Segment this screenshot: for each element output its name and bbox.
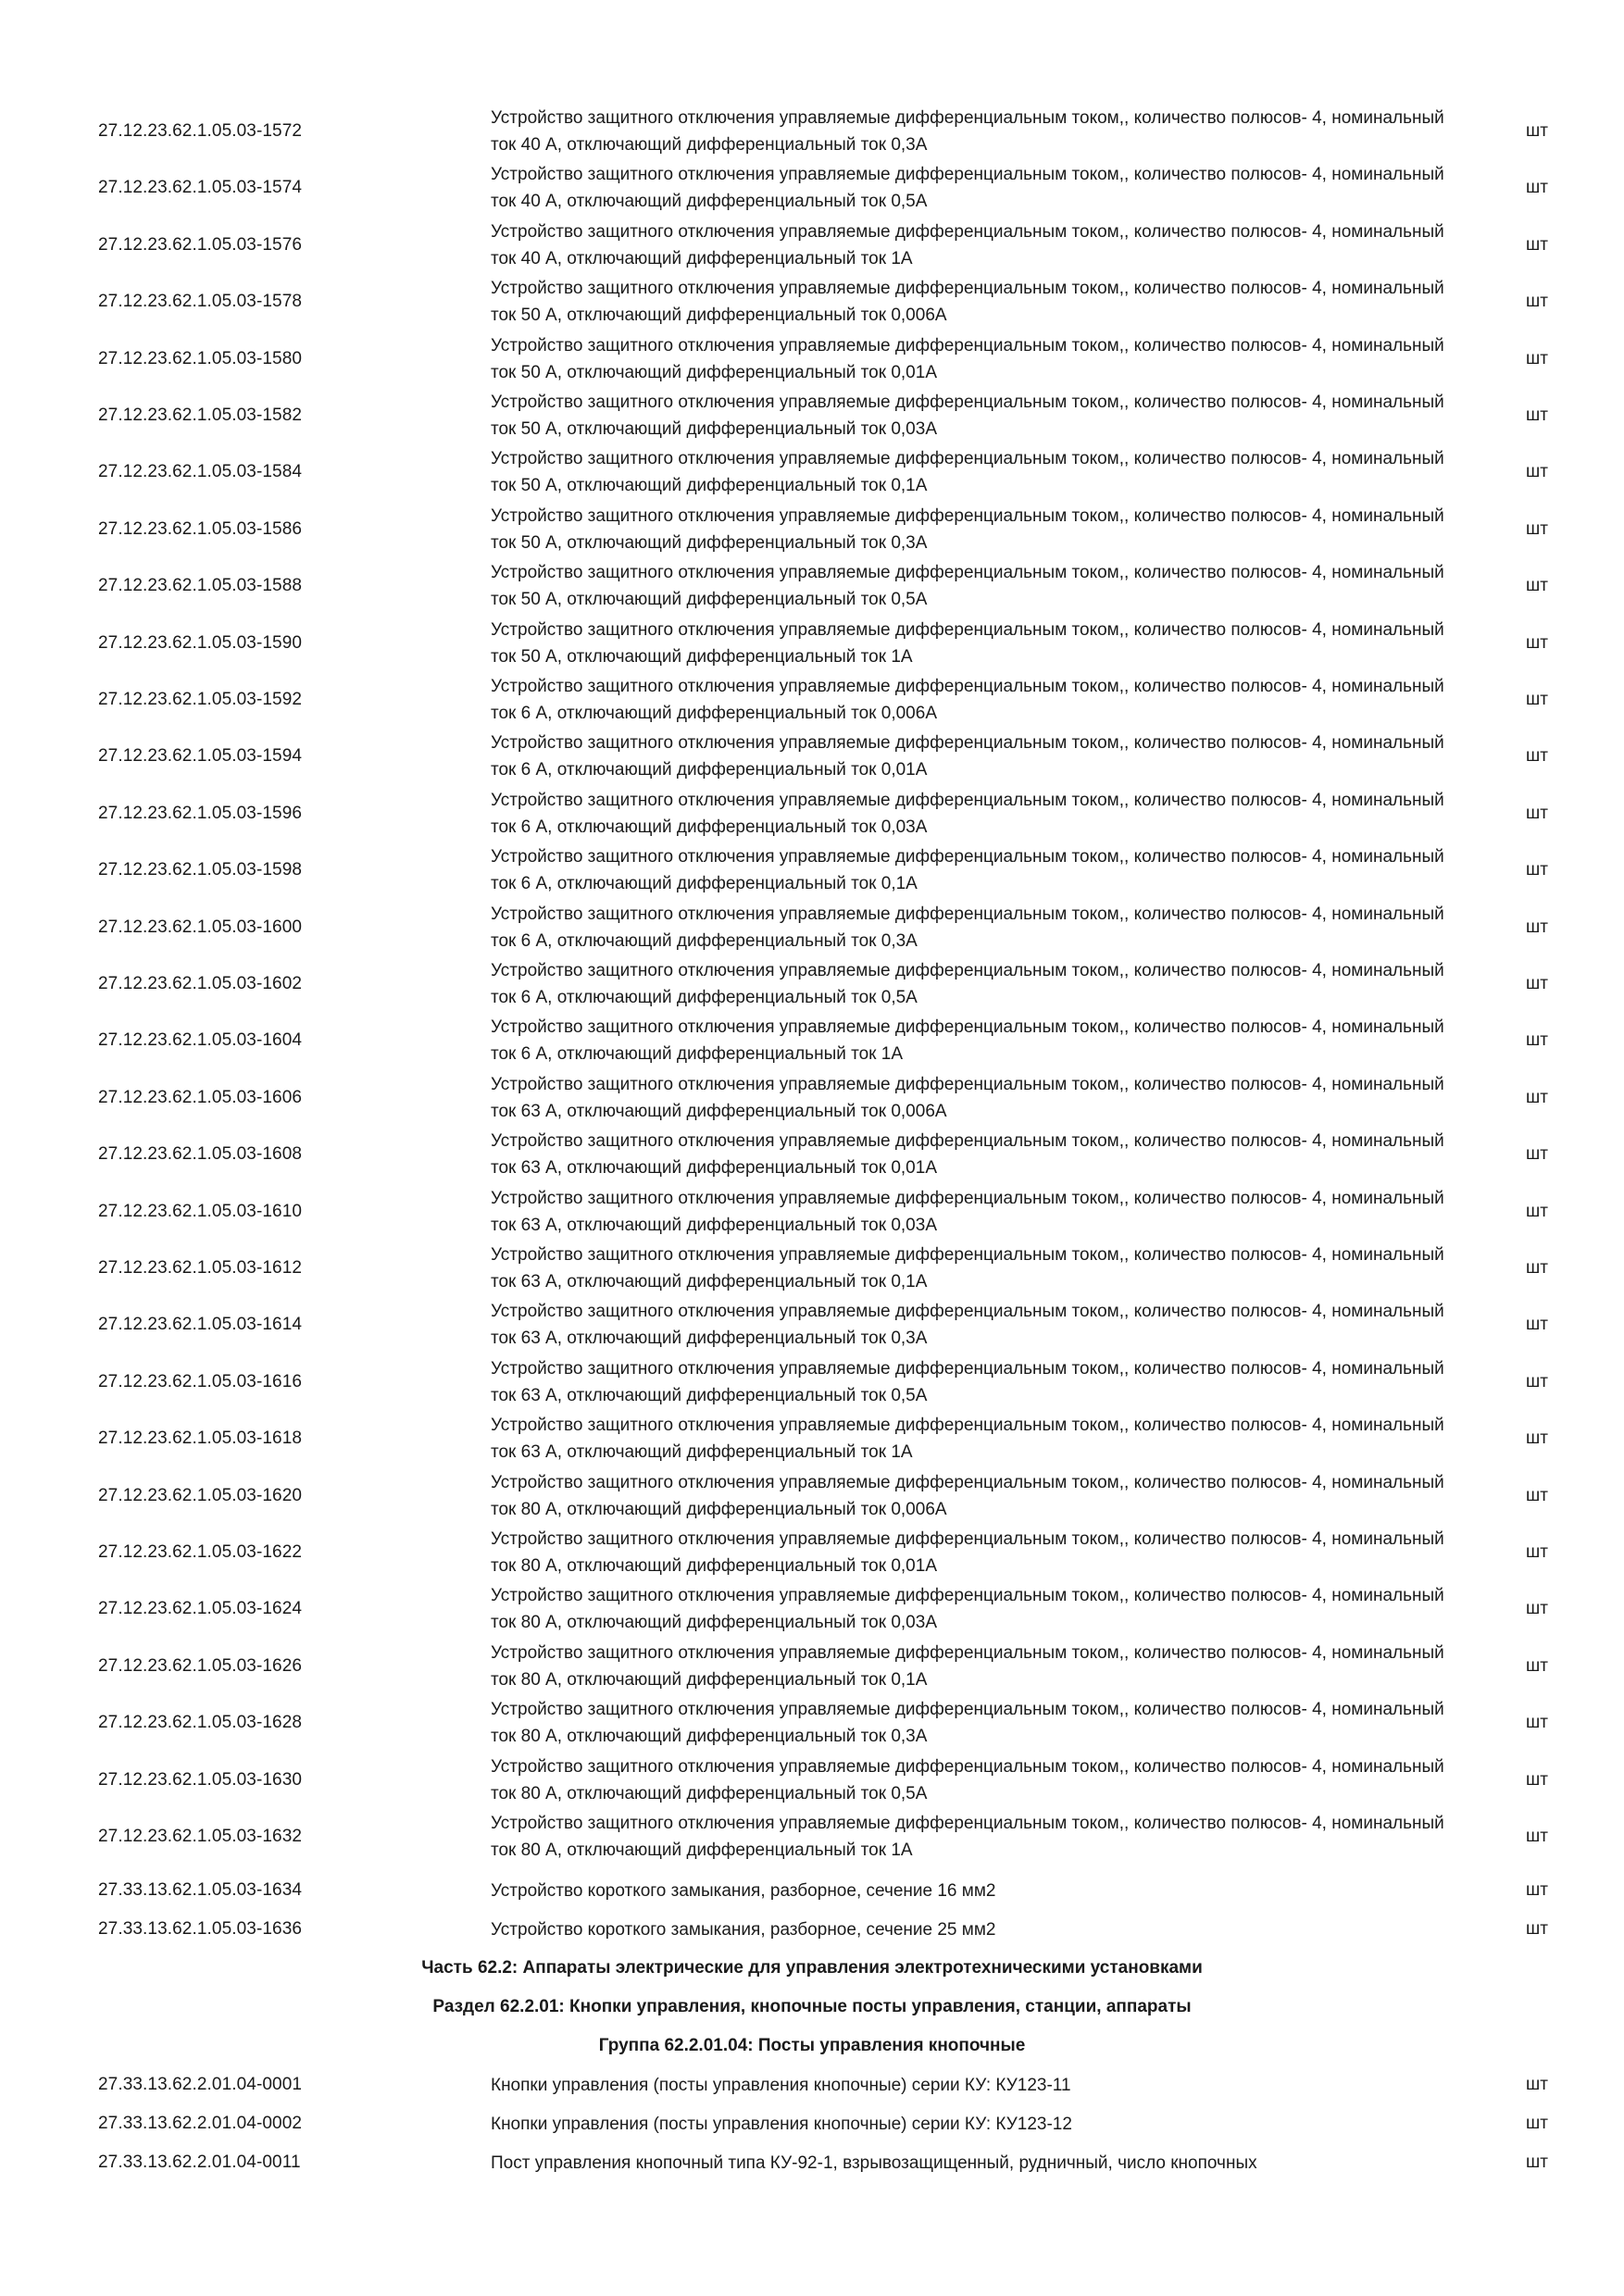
item-name-text: Кнопки управления (посты управления кнопочные) серии КУ: КУ123-11 bbox=[491, 2075, 1071, 2095]
item-name bbox=[491, 2105, 1454, 2142]
table-row bbox=[0, 1911, 1624, 1948]
item-name-text: Устройство защитного отключения управляемые дифференциальным током,, количество полюсов- 4, номинальный ток 80 А, отключающий дифференциальный ток 0,5А bbox=[491, 1756, 1444, 1803]
table-row bbox=[0, 104, 1624, 159]
item-code: 27.12.23.62.1.05.03-1584 bbox=[98, 462, 303, 482]
item-name bbox=[491, 1639, 1454, 1694]
table-row bbox=[0, 672, 1624, 728]
item-name-text: Устройство защитного отключения управляемые дифференциальным током,, количество полюсов- 4, номинальный ток 63 А, отключающий дифференциальный ток 0,3А bbox=[491, 1302, 1444, 1349]
table-row bbox=[0, 1695, 1624, 1751]
item-unit: шт bbox=[1526, 1919, 1548, 1939]
item-name-text: Устройство короткого замыкания, разборное, сечение 16 мм2 bbox=[491, 1880, 996, 1901]
item-name-text: Устройство защитного отключения управляемые дифференциальным током,, количество полюсов- 4, номинальный ток 63 А, отключающий дифференциальный ток 0,03А bbox=[491, 1188, 1444, 1235]
table-row bbox=[0, 1297, 1624, 1353]
item-code: 27.12.23.62.1.05.03-1580 bbox=[98, 348, 303, 368]
item-name-text: Устройство защитного отключения управляемые дифференциальным током,, количество полюсов- 4, номинальный ток 50 А, отключающий дифференциальный ток 0,5А bbox=[491, 563, 1444, 610]
item-unit: шт bbox=[1526, 917, 1548, 937]
item-name-text: Устройство защитного отключения управляемые дифференциальным током,, количество полюсов- 4, номинальный ток 50 А, отключающий дифференциальный ток 0,1А bbox=[491, 449, 1444, 496]
item-unit: шт bbox=[1526, 292, 1548, 312]
item-name bbox=[491, 331, 1454, 387]
item-code: 27.12.23.62.1.05.03-1612 bbox=[98, 1258, 303, 1278]
item-code: 27.33.13.62.2.01.04-0011 bbox=[98, 2152, 301, 2172]
item-name bbox=[491, 729, 1454, 784]
table-row bbox=[0, 1468, 1624, 1524]
item-name-text: Устройство защитного отключения управляемые дифференциальным током,, количество полюсов- 4, номинальный ток 63 А, отключающий дифференциальный ток 0,1А bbox=[491, 1245, 1444, 1292]
table-row bbox=[0, 2066, 1624, 2103]
item-code: 27.12.23.62.1.05.03-1602 bbox=[98, 974, 303, 993]
item-unit: шт bbox=[1526, 121, 1548, 141]
item-name bbox=[491, 1241, 1454, 1296]
item-unit: шт bbox=[1526, 1258, 1548, 1278]
table-row bbox=[0, 1354, 1624, 1410]
table-row bbox=[0, 218, 1624, 273]
item-code: 27.12.23.62.1.05.03-1626 bbox=[98, 1655, 303, 1676]
item-name bbox=[491, 1013, 1454, 1068]
item-code: 27.33.13.62.2.01.04-0002 bbox=[98, 2114, 303, 2133]
item-name-text: Устройство защитного отключения управляемые дифференциальным током,, количество полюсов- 4, номинальный ток 6 А, отключающий дифференциальный ток 0,5А bbox=[491, 961, 1444, 1007]
item-name-text: Устройство защитного отключения управляемые дифференциальным током,, количество полюсов- 4, номинальный ток 6 А, отключающий дифференциальный ток 1А bbox=[491, 1017, 1444, 1065]
item-name bbox=[491, 1070, 1454, 1126]
item-code: 27.12.23.62.1.05.03-1576 bbox=[98, 234, 303, 255]
item-name-text: Устройство защитного отключения управляемые дифференциальным током,, количество полюсов- 4, номинальный ток 63 А, отключающий дифференциальный ток 0,006А bbox=[491, 1074, 1444, 1121]
table-row bbox=[0, 1639, 1624, 1694]
item-name-text: Устройство защитного отключения управляемые дифференциальным током,, количество полюсов- 4, номинальный ток 6 А, отключающий дифференциальный ток 0,03А bbox=[491, 790, 1444, 837]
item-name bbox=[491, 444, 1454, 500]
table-row bbox=[0, 331, 1624, 387]
item-name-text: Устройство защитного отключения управляемые дифференциальным током,, количество полюсов- 4, номинальный ток 50 А, отключающий дифференциальный ток 0,01А bbox=[491, 335, 1444, 382]
item-unit: шт bbox=[1526, 1827, 1548, 1846]
item-unit: шт bbox=[1526, 974, 1548, 993]
item-unit: шт bbox=[1526, 690, 1548, 709]
item-name-text: Устройство защитного отключения управляемые дифференциальным током,, количество полюсов- 4, номинальный ток 63 А, отключающий дифференциальный ток 0,01А bbox=[491, 1131, 1444, 1179]
item-unit: шт bbox=[1526, 860, 1548, 880]
item-unit: шт bbox=[1526, 1087, 1548, 1107]
item-code: 27.33.13.62.1.05.03-1634 bbox=[98, 1880, 303, 1900]
item-name-text: Устройство защитного отключения управляемые дифференциальным током,, количество полюсов- 4, номинальный ток 40 А, отключающий дифференциальный ток 1А bbox=[491, 221, 1444, 268]
table-row bbox=[0, 786, 1624, 842]
item-name bbox=[491, 274, 1454, 330]
table-row bbox=[0, 1753, 1624, 1808]
item-code: 27.12.23.62.1.05.03-1608 bbox=[98, 1144, 303, 1165]
item-name-text: Устройство защитного отключения управляемые дифференциальным током,, количество полюсов- 4, номинальный ток 80 А, отключающий дифференциальный ток 0,01А bbox=[491, 1529, 1444, 1576]
item-unit: шт bbox=[1526, 1030, 1548, 1051]
item-name bbox=[491, 786, 1454, 842]
table-row bbox=[0, 1013, 1624, 1068]
section-heading: Раздел 62.2.01: Кнопки управления, кнопочные посты управления, станции, аппараты bbox=[432, 1997, 1192, 2016]
item-code: 27.12.23.62.1.05.03-1632 bbox=[98, 1827, 303, 1846]
item-name bbox=[491, 616, 1454, 671]
table-row bbox=[0, 160, 1624, 216]
item-name bbox=[491, 1354, 1454, 1410]
item-code: 27.12.23.62.1.05.03-1628 bbox=[98, 1713, 303, 1733]
item-code: 27.12.23.62.1.05.03-1574 bbox=[98, 178, 303, 198]
table-row bbox=[0, 558, 1624, 614]
item-name bbox=[491, 1184, 1454, 1240]
table-row bbox=[0, 274, 1624, 330]
item-name bbox=[491, 2144, 1454, 2181]
item-unit: шт bbox=[1526, 234, 1548, 255]
item-code: 27.12.23.62.1.05.03-1630 bbox=[98, 1769, 303, 1790]
part-heading: Часть 62.2: Аппараты электрические для управления электротехническими установками bbox=[421, 1958, 1203, 1978]
group-heading: Группа 62.2.01.04: Посты управления кнопочные bbox=[598, 2036, 1026, 2055]
table-row bbox=[0, 956, 1624, 1012]
item-code: 27.12.23.62.1.05.03-1598 bbox=[98, 860, 303, 880]
table-row bbox=[0, 388, 1624, 443]
item-unit: шт bbox=[1526, 1429, 1548, 1449]
item-code: 27.12.23.62.1.05.03-1578 bbox=[98, 292, 303, 312]
item-code: 27.12.23.62.1.05.03-1620 bbox=[98, 1485, 303, 1505]
item-name-text: Пост управления кнопочный типа КУ-92-1, взрывозащищенный, рудничный, число кнопочных bbox=[491, 2152, 1257, 2173]
item-unit: шт bbox=[1526, 518, 1548, 539]
item-unit: шт bbox=[1526, 1769, 1548, 1790]
item-code: 27.12.23.62.1.05.03-1588 bbox=[98, 576, 303, 596]
item-name bbox=[491, 1468, 1454, 1524]
item-name-text: Устройство защитного отключения управляемые дифференциальным током,, количество полюсов- 4, номинальный ток 80 А, отключающий дифференциальный ток 0,1А bbox=[491, 1642, 1444, 1690]
item-name-text: Устройство защитного отключения управляемые дифференциальным током,, количество полюсов- 4, номинальный ток 80 А, отключающий дифференциальный ток 0,006А bbox=[491, 1472, 1444, 1519]
item-unit: шт bbox=[1526, 632, 1548, 653]
item-unit: шт bbox=[1526, 462, 1548, 482]
item-unit: шт bbox=[1526, 348, 1548, 368]
item-name-text: Устройство защитного отключения управляемые дифференциальным током,, количество полюсов- 4, номинальный ток 63 А, отключающий дифференциальный ток 1А bbox=[491, 1416, 1444, 1463]
item-unit: шт bbox=[1526, 1485, 1548, 1505]
item-name bbox=[491, 2066, 1454, 2103]
item-unit: шт bbox=[1526, 1201, 1548, 1221]
item-name bbox=[491, 558, 1454, 614]
item-code: 27.12.23.62.1.05.03-1586 bbox=[98, 518, 303, 539]
item-code: 27.12.23.62.1.05.03-1596 bbox=[98, 803, 303, 823]
item-name bbox=[491, 218, 1454, 273]
item-unit: шт bbox=[1526, 1713, 1548, 1733]
item-name-text: Устройство защитного отключения управляемые дифференциальным током,, количество полюсов- 4, номинальный ток 80 А, отключающий дифференциальный ток 0,03А bbox=[491, 1586, 1444, 1633]
item-name bbox=[491, 1753, 1454, 1808]
item-code: 27.12.23.62.1.05.03-1600 bbox=[98, 917, 303, 937]
item-name-text: Устройство защитного отключения управляемые дифференциальным током,, количество полюсов- 4, номинальный ток 40 А, отключающий дифференциальный ток 0,5А bbox=[491, 165, 1444, 212]
item-code: 27.12.23.62.1.05.03-1616 bbox=[98, 1371, 303, 1391]
item-name bbox=[491, 900, 1454, 955]
item-code: 27.12.23.62.1.05.03-1614 bbox=[98, 1315, 303, 1335]
item-unit: шт bbox=[1526, 2114, 1548, 2133]
table-row bbox=[0, 729, 1624, 784]
item-unit: шт bbox=[1526, 1542, 1548, 1562]
item-unit: шт bbox=[1526, 406, 1548, 425]
item-name-text: Устройство защитного отключения управляемые дифференциальным током,, количество полюсов- 4, номинальный ток 50 А, отключающий дифференциальный ток 0,006А bbox=[491, 279, 1444, 326]
table-row bbox=[0, 1184, 1624, 1240]
table-row bbox=[0, 1241, 1624, 1296]
item-name-text: Устройство защитного отключения управляемые дифференциальным током,, количество полюсов- 4, номинальный ток 6 А, отключающий дифференциальный ток 0,1А bbox=[491, 847, 1444, 894]
table-row bbox=[0, 1411, 1624, 1466]
item-unit: шт bbox=[1526, 1880, 1548, 1900]
item-name-text: Устройство защитного отключения управляемые дифференциальным током,, количество полюсов- 4, номинальный ток 6 А, отключающий дифференциальный ток 0,01А bbox=[491, 733, 1444, 780]
table-row bbox=[0, 1872, 1624, 1909]
item-unit: шт bbox=[1526, 1371, 1548, 1391]
item-name bbox=[491, 104, 1454, 159]
item-code: 27.12.23.62.1.05.03-1606 bbox=[98, 1087, 303, 1107]
item-unit: шт bbox=[1526, 1144, 1548, 1165]
item-name bbox=[491, 1297, 1454, 1353]
item-name-text: Устройство защитного отключения управляемые дифференциальным током,, количество полюсов- 4, номинальный ток 50 А, отключающий дифференциальный ток 1А bbox=[491, 619, 1444, 667]
table-row bbox=[0, 502, 1624, 557]
item-code: 27.12.23.62.1.05.03-1592 bbox=[98, 690, 303, 709]
item-code: 27.12.23.62.1.05.03-1618 bbox=[98, 1429, 303, 1449]
item-name bbox=[491, 1127, 1454, 1182]
table-row bbox=[0, 842, 1624, 898]
item-name-text: Устройство защитного отключения управляемые дифференциальным током,, количество полюсов- 4, номинальный ток 6 А, отключающий дифференциальный ток 0,006А bbox=[491, 677, 1444, 723]
item-unit: шт bbox=[1526, 1315, 1548, 1335]
item-name-text: Устройство защитного отключения управляемые дифференциальным током,, количество полюсов- 4, номинальный ток 63 А, отключающий дифференциальный ток 0,5А bbox=[491, 1358, 1444, 1405]
item-name-text: Устройство защитного отключения управляемые дифференциальным током,, количество полюсов- 4, номинальный ток 80 А, отключающий дифференциальный ток 1А bbox=[491, 1814, 1444, 1860]
item-unit: шт bbox=[1526, 576, 1548, 596]
table-row bbox=[0, 1525, 1624, 1580]
item-code: 27.12.23.62.1.05.03-1594 bbox=[98, 746, 303, 767]
item-code: 27.12.23.62.1.05.03-1572 bbox=[98, 121, 303, 141]
item-unit: шт bbox=[1526, 1655, 1548, 1676]
table-row bbox=[0, 616, 1624, 671]
item-name bbox=[491, 502, 1454, 557]
table-row bbox=[0, 1127, 1624, 1182]
item-code: 27.12.23.62.1.05.03-1582 bbox=[98, 406, 303, 425]
table-row bbox=[0, 1809, 1624, 1865]
item-code: 27.12.23.62.1.05.03-1604 bbox=[98, 1030, 303, 1051]
item-unit: шт bbox=[1526, 2075, 1548, 2094]
item-name-text: Устройство защитного отключения управляемые дифференциальным током,, количество полюсов- 4, номинальный ток 6 А, отключающий дифференциальный ток 0,3А bbox=[491, 904, 1444, 951]
item-code: 27.12.23.62.1.05.03-1622 bbox=[98, 1542, 303, 1562]
item-name bbox=[491, 956, 1454, 1012]
item-name bbox=[491, 388, 1454, 443]
item-name bbox=[491, 1872, 1454, 1909]
table-row bbox=[0, 2144, 1624, 2181]
item-unit: шт bbox=[1526, 178, 1548, 198]
item-name bbox=[491, 1581, 1454, 1637]
item-name bbox=[491, 842, 1454, 898]
item-code: 27.12.23.62.1.05.03-1610 bbox=[98, 1201, 303, 1221]
item-name bbox=[491, 1809, 1454, 1865]
item-name-text: Устройство короткого замыкания, разборное, сечение 25 мм2 bbox=[491, 1919, 996, 1940]
table-row bbox=[0, 1581, 1624, 1637]
item-code: 27.33.13.62.1.05.03-1636 bbox=[98, 1919, 303, 1939]
item-name bbox=[491, 1695, 1454, 1751]
item-unit: шт bbox=[1526, 746, 1548, 767]
item-name-text: Кнопки управления (посты управления кнопочные) серии КУ: КУ123-12 bbox=[491, 2114, 1072, 2134]
item-code: 27.33.13.62.2.01.04-0001 bbox=[98, 2075, 303, 2094]
table-row bbox=[0, 2105, 1624, 2142]
item-name bbox=[491, 1911, 1454, 1948]
item-name-text: Устройство защитного отключения управляемые дифференциальным током,, количество полюсов- 4, номинальный ток 40 А, отключающий дифференциальный ток 0,3А bbox=[491, 108, 1444, 155]
item-unit: шт bbox=[1526, 803, 1548, 823]
item-name bbox=[491, 160, 1454, 216]
item-name-text: Устройство защитного отключения управляемые дифференциальным током,, количество полюсов- 4, номинальный ток 50 А, отключающий дифференциальный ток 0,3А bbox=[491, 505, 1444, 553]
item-name bbox=[491, 1411, 1454, 1466]
table-row bbox=[0, 1070, 1624, 1126]
item-unit: шт bbox=[1526, 1599, 1548, 1619]
item-name bbox=[491, 672, 1454, 728]
table-row bbox=[0, 444, 1624, 500]
item-unit: шт bbox=[1526, 2152, 1548, 2172]
item-code: 27.12.23.62.1.05.03-1590 bbox=[98, 632, 303, 653]
item-name-text: Устройство защитного отключения управляемые дифференциальным током,, количество полюсов- 4, номинальный ток 80 А, отключающий дифференциальный ток 0,3А bbox=[491, 1700, 1444, 1747]
item-name bbox=[491, 1525, 1454, 1580]
item-code: 27.12.23.62.1.05.03-1624 bbox=[98, 1599, 303, 1619]
item-name-text: Устройство защитного отключения управляемые дифференциальным током,, количество полюсов- 4, номинальный ток 50 А, отключающий дифференциальный ток 0,03А bbox=[491, 393, 1444, 439]
table-row bbox=[0, 900, 1624, 955]
